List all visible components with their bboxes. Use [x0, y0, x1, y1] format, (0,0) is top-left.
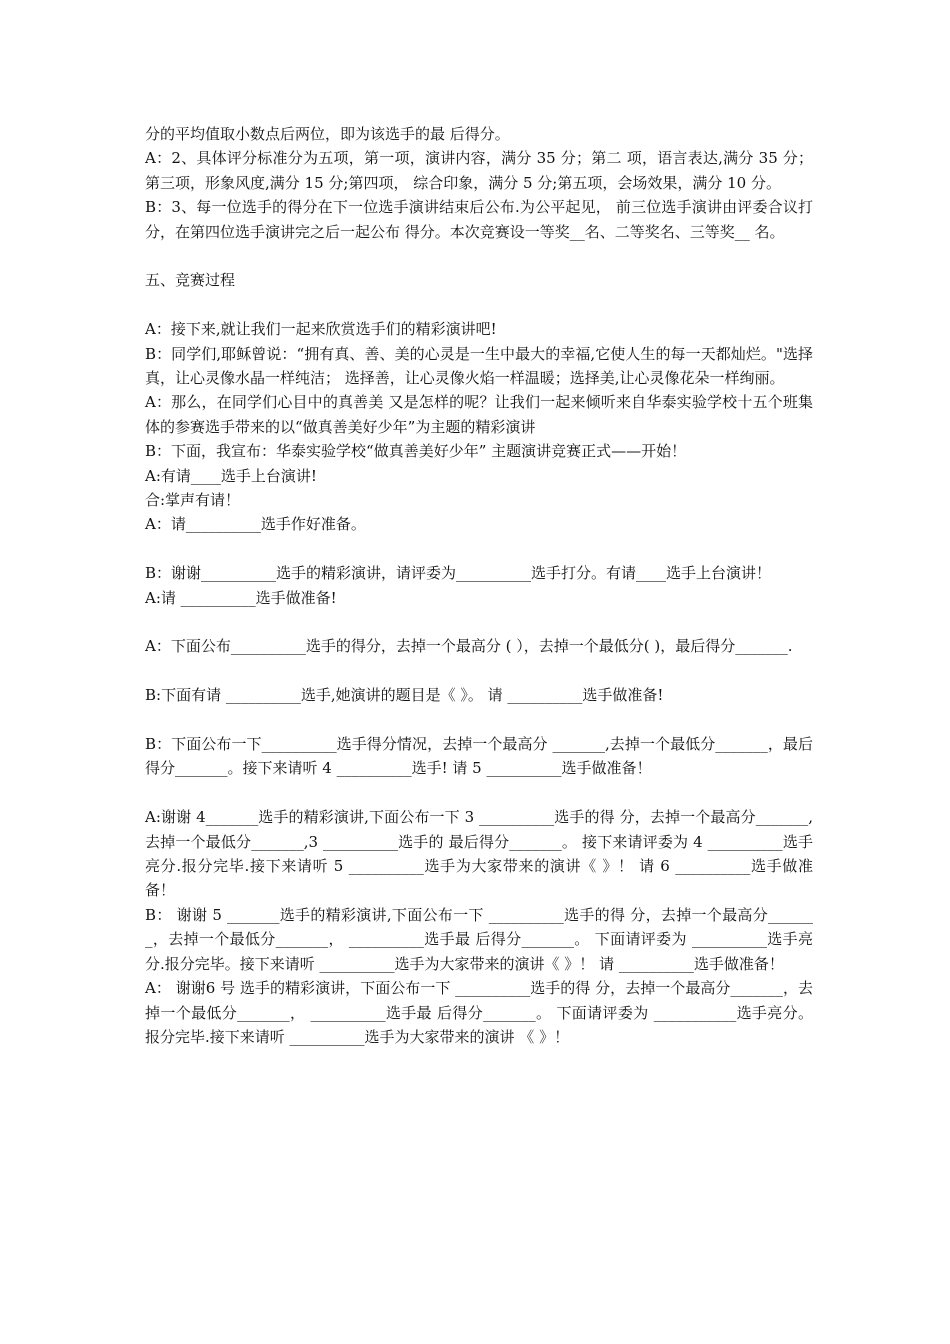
host-a-score-line: A:谢谢 4_______选手的精彩演讲,下面公布一下 3 __________选手的得 分，去掉一个最高分_______,去掉一个最低分_______,3 __________选手的 最后得分_______。 接下来请评委为 4 __________选手亮分.报分完毕.接下来请听 5 __________选手为大家带来的演讲《 》！ 请 6 __________选手做准备！ — [145, 808, 813, 900]
host-a-line: A：接下来,就让我们一起来欣赏选手们的精彩演讲吧! — [145, 320, 497, 339]
scoring-criteria-paragraph: A：2、具体评分标准分为五项，第一项，演讲内容，满分 35 分；第二 项，语言表达,满分 35 分；第三项，形象风度,满分 15 分;第四项， 综合印象，满分 5 分;第五项，会场效果，满分 10 分。 — [145, 149, 813, 192]
host-b-line: B：同学们,耶稣曾说：“拥有真、善、美的心灵是一生中最大的幸福,它使人生的每一天都灿烂。"选择真，让心灵像水晶一样纯洁； 选择善，让心灵像火焰一样温暖；选择美,让心灵像花朵一样绚丽。 — [145, 344, 813, 388]
spacer — [145, 708, 813, 732]
host-b-line: B:下面有请 __________选手,她演讲的题目是《 》。 请 __________选手做准备! — [145, 686, 664, 705]
host-b-score-line: B：下面公布一下__________选手得分情况，去掉一个最高分 _______,去掉一个最低分_______，最后得分_______。接下来请听 4 __________选手! 请 5 __________选手做准备！ — [145, 735, 813, 778]
spacer — [145, 537, 813, 561]
spacer — [145, 781, 813, 805]
section-heading-competition-process: 五、竞赛过程 — [145, 271, 236, 290]
score-average-note: 分的平均值取小数点后两位，即为该选手的最 后得分。 — [145, 125, 510, 143]
host-a-line: A：那么，在同学们心目中的真善美 又是怎样的呢？让我们一起来倾听来自华泰实验学校十五个班集体的参赛选手带来的以“做真善美好少年”为主题的精彩演讲 — [145, 393, 813, 436]
host-b-opening-line: B：下面，我宣布：华泰实验学校“做真善美好少年” 主题演讲竞赛正式——开始！ — [145, 442, 687, 461]
host-a-line: A：请__________选手作好准备。 — [145, 515, 366, 534]
host-a-line: A:请 __________选手做准备! — [145, 588, 337, 607]
host-b-line: B：谢谢__________选手的精彩演讲，请评委为__________选手打分。有请____选手上台演讲！ — [145, 564, 772, 583]
together-line: 合:掌声有请！ — [145, 491, 241, 510]
host-a-score-line: A： 谢谢6 号 选手的精彩演讲，下面公布一下 __________选手的得 分，去掉一个最高分_______，去掉一个最低分_______， __________选手最 后得分_______。 下面请评委为 ___________选手亮分。报分完毕.接下来请听 __________选手为大家带来的演讲 《 》！ — [145, 979, 813, 1046]
host-a-line: A:有请____选手上台演讲! — [145, 466, 317, 485]
spacer — [145, 293, 813, 317]
host-b-score-line: B： 谢谢 5 _______选手的精彩演讲,下面公布一下 __________选手的得 分，去掉一个最高分_______，去掉一个最低分_______， __________选手最 后得分_______。 下面请评委为 __________选手亮分.报分完毕。接下来请听 __________选手为大家带来的演讲《 》！ 请 __________选手做准备！ — [145, 905, 813, 973]
host-a-score-line: A：下面公布__________选手的得分，去掉一个最高分 ( ），去掉一个最低分( )，最后得分_______. — [145, 637, 793, 656]
score-announcement-rules-paragraph: B：3、每一位选手的得分在下一位选手演讲结束后公布.为公平起见， 前三位选手演讲由评委合议打分，在第四位选手演讲完之后一起公布 得分。本次竞赛设一等奖__名、二等奖名、三等奖__ 名。 — [145, 198, 813, 241]
spacer — [145, 610, 813, 634]
document-page — [145, 122, 813, 1049]
spacer — [145, 244, 813, 268]
spacer — [145, 659, 813, 683]
